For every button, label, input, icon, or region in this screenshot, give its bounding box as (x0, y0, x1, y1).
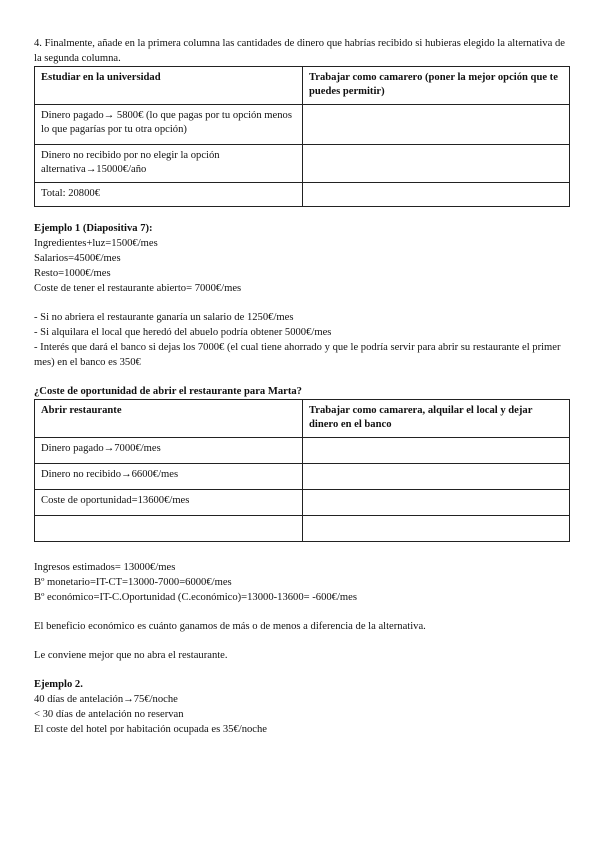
table-cell: Dinero pagado→7000€/mes (35, 438, 303, 464)
table-row (35, 105, 570, 145)
table-cell (303, 145, 570, 183)
table-cell: Dinero no recibido→6600€/mes (35, 464, 303, 490)
ejemplo1-bullet: - Si alquilara el local que heredó del abuelo podría obtener 5000€/mes (34, 327, 332, 338)
result-line: Ingresos estimados= 13000€/mes (34, 562, 176, 573)
spacer (34, 542, 570, 560)
spacer (34, 207, 570, 221)
table-cell: Coste de oportunidad=13600€/mes (35, 490, 303, 516)
table-cell (303, 516, 570, 542)
spacer (34, 634, 570, 648)
ejemplo1-title: Ejemplo 1 (Diapositiva 7): (34, 223, 153, 234)
table-header-cell: Abrir restaurante (35, 400, 303, 438)
ejemplo1-line: Ingredientes+luz=1500€/mes (34, 238, 158, 249)
table-cell (303, 464, 570, 490)
table-cell (303, 490, 570, 516)
table-universidad (34, 66, 570, 207)
beneficio-paragraph: El beneficio económico es cuánto ganamos de más o de menos a diferencia de la alternativa. (34, 621, 426, 632)
table-row (35, 464, 570, 490)
table-cell (303, 105, 570, 145)
table-cell (303, 183, 570, 207)
result-line: Bº monetario=IT-CT=13000-7000=6000€/mes (34, 577, 232, 588)
table-row (35, 438, 570, 464)
table-row (35, 183, 570, 207)
document-page (34, 36, 570, 737)
table-row (35, 67, 570, 105)
spacer (34, 296, 570, 310)
table-row (35, 516, 570, 542)
table-cell: Total: 20800€ (35, 183, 303, 207)
ejemplo1-line: Coste de tener el restaurante abierto= 7000€/mes (34, 283, 242, 294)
ejemplo1-line: Resto=1000€/mes (34, 268, 111, 279)
ejemplo1-bullet: - Interés que dará el banco si dejas los 7000€ (el cual tiene ahorrado y que le podría servir para abrir su restaurante el primer mes) en el banco es 350€ (34, 342, 561, 368)
conclusion-paragraph: Le conviene mejor que no abra el restaurante. (34, 650, 228, 661)
question-heading: ¿Coste de oportunidad de abrir el restaurante para Marta? (34, 386, 302, 397)
table-restaurante (34, 399, 570, 542)
table-cell: Dinero no recibido por no elegir la opción alternativa→15000€/año (35, 145, 303, 183)
ejemplo2-line: < 30 días de antelación no reservan (34, 709, 184, 720)
ejemplo1-bullet: - Si no abriera el restaurante ganaría un salario de 1250€/mes (34, 312, 294, 323)
table-header-cell: Trabajar como camarero (poner la mejor opción que te puedes permitir) (303, 67, 570, 105)
table-cell (35, 516, 303, 542)
result-line: Bº económico=IT-C.Oportunidad (C.económico)=13000-13600= -600€/mes (34, 592, 357, 603)
ejemplo1-line: Salarios=4500€/mes (34, 253, 121, 264)
table-header-cell: Estudiar en la universidad (35, 67, 303, 105)
intro-paragraph: 4. Finalmente, añade en la primera columna las cantidades de dinero que habrías recibido si hubieras elegido la alternativa de la segunda columna. (34, 38, 565, 64)
spacer (34, 663, 570, 677)
spacer (34, 605, 570, 619)
table-cell (303, 438, 570, 464)
ejemplo2-line: El coste del hotel por habitación ocupada es 35€/noche (34, 724, 267, 735)
table-row (35, 145, 570, 183)
table-row (35, 490, 570, 516)
ejemplo2-title: Ejemplo 2. (34, 679, 83, 690)
spacer (34, 370, 570, 384)
ejemplo2-line: 40 días de antelación→75€/noche (34, 694, 178, 705)
table-cell: Dinero pagado→ 5800€ (lo que pagas por tu opción menos lo que pagarías por tu otra opción) (35, 105, 303, 145)
table-header-cell: Trabajar como camarera, alquilar el local y dejar dinero en el banco (303, 400, 570, 438)
table-row (35, 400, 570, 438)
